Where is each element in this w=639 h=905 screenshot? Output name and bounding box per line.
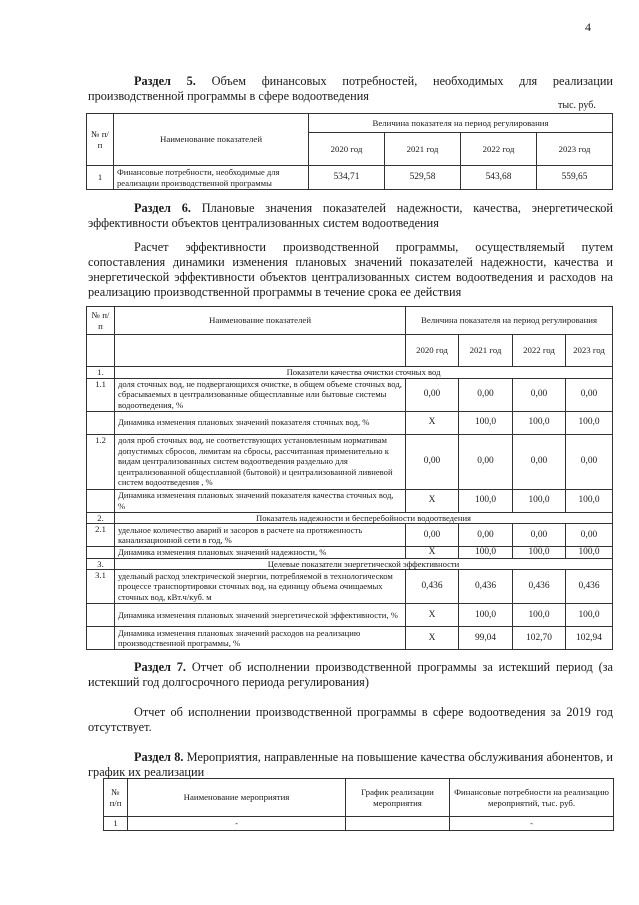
table-row — [87, 547, 613, 559]
row-value: 100,0 — [566, 604, 613, 627]
s5-year: 2020 год — [309, 133, 385, 166]
table-row — [87, 524, 613, 547]
row-value: 543,68 — [461, 166, 537, 190]
row-value: 0,00 — [459, 378, 513, 411]
section6-intro — [88, 240, 613, 300]
row-schedule — [346, 817, 450, 831]
row-value: X — [406, 604, 459, 627]
row-value: 100,0 — [566, 547, 613, 559]
table-row — [104, 817, 614, 831]
s6-year: 2023 год — [566, 335, 613, 367]
s5-col-name: Наименование показателей — [114, 114, 309, 166]
s8-col-name: Наименование мероприятия — [128, 779, 346, 817]
s5-col-group: Величина показателя на период регулирования — [309, 114, 613, 133]
section7-text — [88, 705, 613, 735]
row-value: X — [406, 547, 459, 559]
row-value: 529,58 — [385, 166, 461, 190]
row-value: 100,0 — [513, 489, 566, 512]
row-value: 0,00 — [513, 378, 566, 411]
row-value: 100,0 — [513, 604, 566, 627]
s6-year: 2022 год — [513, 335, 566, 367]
row-num — [87, 489, 115, 512]
s6-col-name: Наименование показателей — [115, 307, 406, 335]
row-value: 0,436 — [566, 570, 613, 604]
row-num: 1.1 — [87, 378, 115, 411]
row-value: X — [406, 627, 459, 650]
row-name: удельное количество аварий и засоров в расчете на протяженность канализационной сети в год, % — [115, 524, 406, 547]
section8-title: Мероприятия, направленные на повышение качества обслуживания абонентов, и график их реализации — [88, 750, 613, 779]
row-value: 0,436 — [513, 570, 566, 604]
s5-year: 2023 год — [537, 133, 613, 166]
row-num — [87, 604, 115, 627]
row-num — [87, 411, 115, 434]
row-num: 1.2 — [87, 434, 115, 489]
row-name: доля сточных вод, не подвергающихся очистке, в общем объеме сточных вод, сбрасываемых в централизованные общесплавные или бытовые системы водоотведения, % — [115, 378, 406, 411]
s8-col-schedule: График реализации мероприятия — [346, 779, 450, 817]
s8-col-finance: Финансовые потребности на реализацию мероприятий, тыс. руб. — [450, 779, 614, 817]
row-value: 0,00 — [459, 434, 513, 489]
s6-col-group: Величина показателя на период регулирования — [406, 307, 613, 335]
s5-year: 2021 год — [385, 133, 461, 166]
table-row — [87, 489, 613, 512]
section6-intro-text: Расчет эффективности производственной программы, осуществляемый путем сопоставления динамики изменения плановых значений показателей надежности, качества и энергетической эффективности объектов централизованных систем водоотведения и расходов на реализацию производственной программы в течение срока ее действия — [88, 240, 613, 299]
row-name: - — [128, 817, 346, 831]
section8-label: Раздел 8. — [134, 750, 184, 764]
row-value: 0,00 — [566, 378, 613, 411]
row-value: 534,71 — [309, 166, 385, 190]
table-row — [87, 570, 613, 604]
s6-year: 2021 год — [459, 335, 513, 367]
row-value: 100,0 — [566, 489, 613, 512]
s6-col-num: № п/п — [87, 307, 115, 335]
section7-label: Раздел 7. — [134, 660, 187, 674]
row-value: 102,70 — [513, 627, 566, 650]
s6-year: 2020 год — [406, 335, 459, 367]
section5-unit: тыс. руб. — [558, 100, 596, 111]
section5-table — [86, 113, 613, 190]
row-value: 0,00 — [513, 524, 566, 547]
row-value: 100,0 — [459, 489, 513, 512]
row-value: 102,94 — [566, 627, 613, 650]
row-value: 0,00 — [459, 524, 513, 547]
section5-title: Объем финансовых потребностей, необходимых для реализации производственной программы в сфере водоотведения — [88, 74, 613, 103]
row-num — [87, 547, 115, 559]
group-title: Показатели качества очистки сточных вод — [115, 367, 613, 379]
group-title: Показатель надежности и бесперебойности водоотведения — [115, 512, 613, 524]
row-value: 559,65 — [537, 166, 613, 190]
row-num: 1 — [104, 817, 128, 831]
table-row — [87, 378, 613, 411]
row-value: 99,04 — [459, 627, 513, 650]
s5-year: 2022 год — [461, 133, 537, 166]
section8-table — [103, 778, 614, 831]
s5-col-num: № п/п — [87, 114, 114, 166]
row-value: X — [406, 489, 459, 512]
row-name: Динамика изменения плановых значений показателя сточных вод, % — [115, 411, 406, 434]
row-value: 0,00 — [566, 524, 613, 547]
table-row — [87, 604, 613, 627]
table-row — [87, 627, 613, 650]
group-num: 2. — [87, 512, 115, 524]
section6-title: Плановые значения показателей надежности, качества, энергетической эффективности объектов централизованных систем водоотведения — [88, 201, 613, 230]
row-num — [87, 627, 115, 650]
row-name: доля проб сточных вод, не соответствующих установленным нормативам допустимых сбросов, лимитам на сбросы, рассчитанная применительно к видам централизованных систем водоотведения раздельно для централизованной общесплавной (бытовой) и централизованной ливневой систем водоотведения , % — [115, 434, 406, 489]
row-value: 100,0 — [566, 411, 613, 434]
table-row — [87, 166, 613, 190]
row-value: 100,0 — [513, 411, 566, 434]
section6-label: Раздел 6. — [134, 201, 191, 215]
group-num: 1. — [87, 367, 115, 379]
row-num: 3.1 — [87, 570, 115, 604]
section5-heading — [88, 74, 613, 104]
group-title: Целевые показатели энергетической эффективности — [115, 558, 613, 570]
page-number: 4 — [585, 20, 591, 34]
table-row — [87, 434, 613, 489]
row-value: 100,0 — [513, 547, 566, 559]
row-num: 1 — [87, 166, 114, 190]
row-name: Динамика изменения плановых значений показателя качества сточных вод, % — [115, 489, 406, 512]
row-value: 0,00 — [566, 434, 613, 489]
group-num: 3. — [87, 558, 115, 570]
section7-heading — [88, 660, 613, 690]
row-value: 0,00 — [406, 378, 459, 411]
section6-heading — [88, 201, 613, 231]
row-value: 100,0 — [459, 547, 513, 559]
section5-label: Раздел 5. — [134, 74, 196, 88]
s8-col-num: № п/п — [104, 779, 128, 817]
row-value: X — [406, 411, 459, 434]
row-value: 0,00 — [513, 434, 566, 489]
row-name: Динамика изменения плановых значений надежности, % — [115, 547, 406, 559]
section6-table — [86, 306, 613, 650]
row-value: 0,436 — [459, 570, 513, 604]
row-num: 2.1 — [87, 524, 115, 547]
row-finance: - — [450, 817, 614, 831]
row-value: 100,0 — [459, 411, 513, 434]
row-name: Динамика изменения плановых значений расходов на реализацию производственной программы, % — [115, 627, 406, 650]
section7-title: Отчет об исполнении производственной программы за истекший период (за истекший год долгосрочного периода регулирования) — [88, 660, 613, 689]
row-value: 0,00 — [406, 524, 459, 547]
row-name: Динамика изменения плановых значений энергетической эффективности, % — [115, 604, 406, 627]
row-value: 0,436 — [406, 570, 459, 604]
section7-text-content: Отчет об исполнении производственной программы в сфере водоотведения за 2019 год отсутствует. — [88, 705, 613, 734]
row-value: 100,0 — [459, 604, 513, 627]
row-name: удельный расход электрической энергии, потребляемой в технологическом процессе транспортировки сточных вод, на единицу объема очищаемых сточных вод, кВт.ч/куб. м — [115, 570, 406, 604]
section8-heading — [88, 750, 613, 780]
row-value: 0,00 — [406, 434, 459, 489]
table-row — [87, 411, 613, 434]
row-name: Финансовые потребности, необходимые для реализации производственной программы — [114, 166, 309, 190]
